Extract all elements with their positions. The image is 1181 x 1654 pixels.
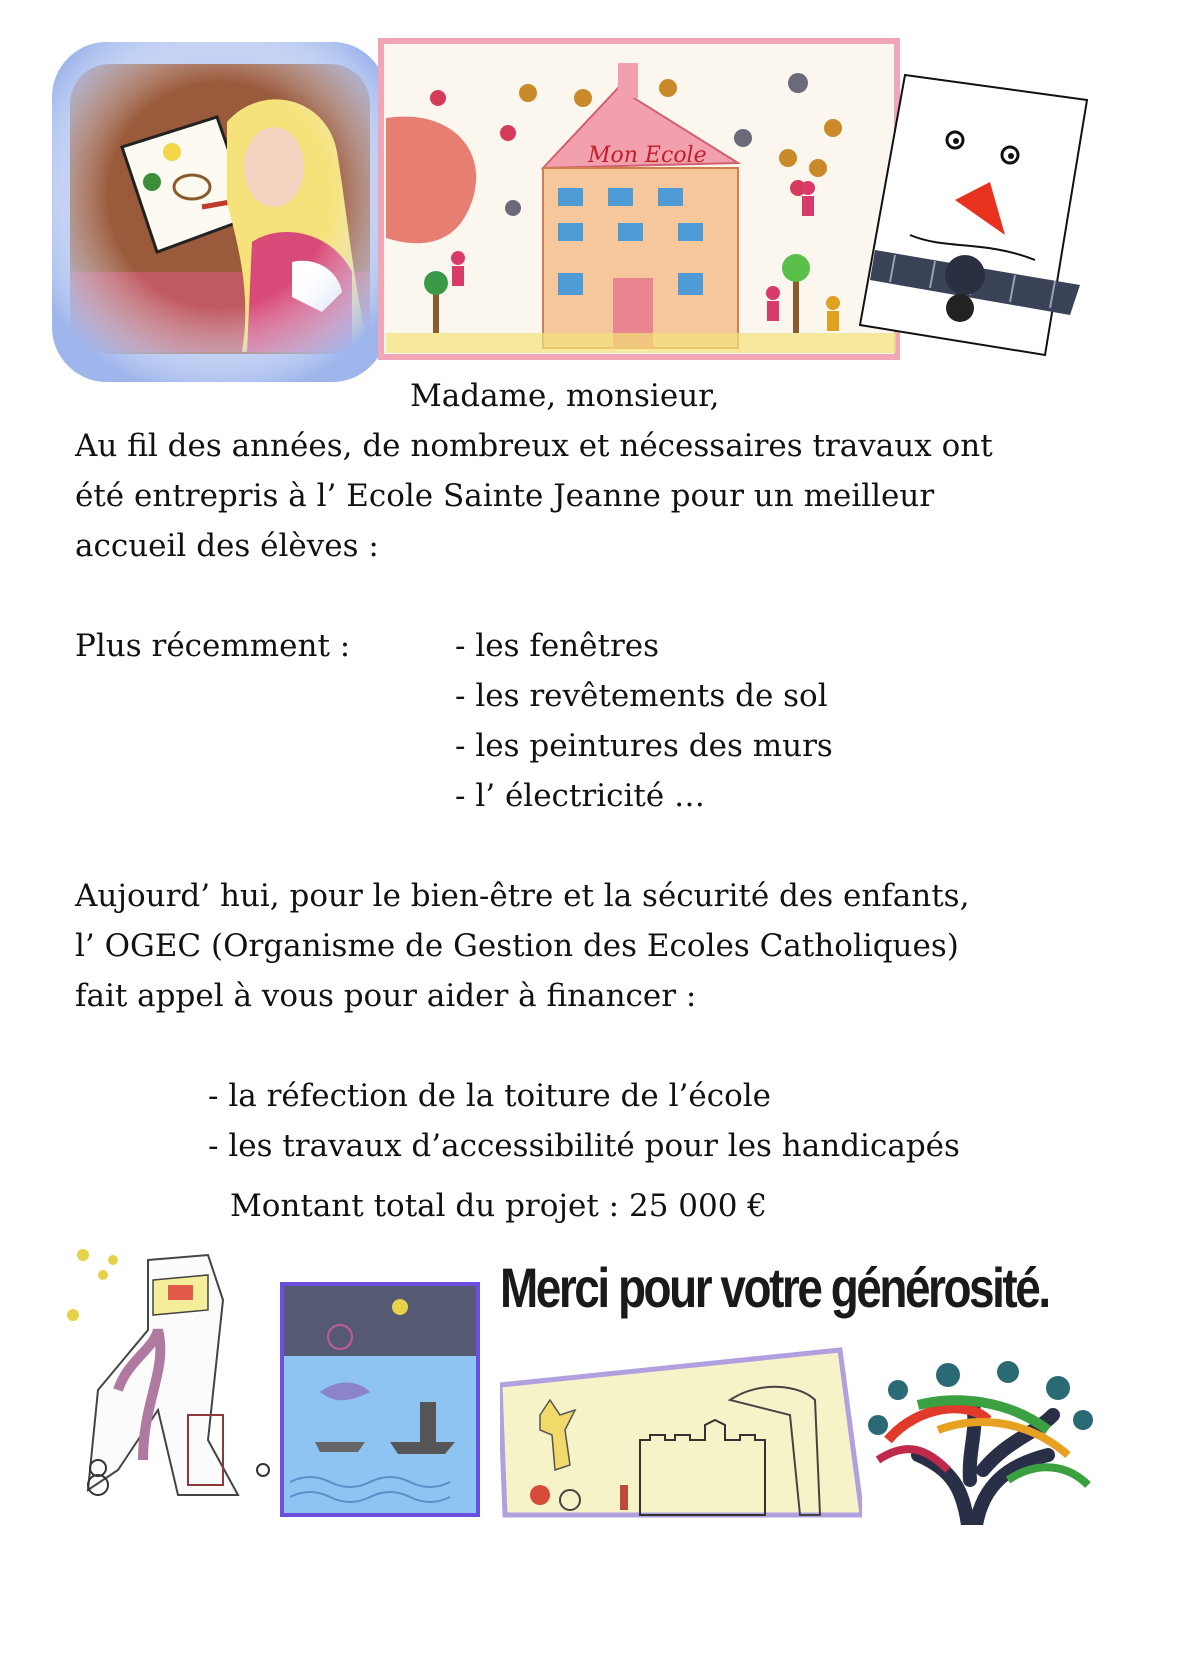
snowman-card-picture [855, 70, 1090, 360]
appeal-line-3: fait appel à vous pour aider à financer : [75, 978, 697, 1014]
intro-line-3: accueil des élèves : [75, 528, 379, 564]
girl-drawing-picture [52, 42, 387, 382]
appeal-line-2: l’ OGEC (Organisme de Gestion des Ecoles Catholiques) [75, 928, 959, 964]
sea-drawing-picture [280, 1282, 480, 1517]
school-drawing-picture [378, 38, 900, 360]
recent-item: - l’ électricité … [455, 778, 706, 814]
thanks-message: Merci pour votre générosité. [500, 1256, 1049, 1319]
recent-item: - les revêtements de sol [455, 678, 828, 714]
recent-label: Plus récemment : [75, 628, 351, 664]
tree-picture [858, 1360, 1098, 1525]
recent-item: - les peintures des murs [455, 728, 833, 764]
intro-line-2: été entrepris à l’ Ecole Sainte Jeanne pour un meilleur [75, 478, 935, 514]
recent-item: - les fenêtres [455, 628, 660, 664]
intro-line-1: Au fil des années, de nombreux et nécessaires travaux ont [75, 428, 993, 464]
project-item: - les travaux d’accessibilité pour les handicapés [208, 1128, 960, 1164]
project-item: - la réfection de la toiture de l’école [208, 1078, 771, 1114]
salutation: Madame, monsieur, [410, 378, 720, 414]
appeal-line-1: Aujourd’ hui, pour le bien-être et la sécurité des enfants, [75, 878, 970, 914]
tower-drawing-picture [58, 1240, 278, 1500]
school-sign-label: Mon Ecole [588, 143, 707, 168]
castle-drawing-picture [500, 1345, 862, 1520]
project-total: Montant total du projet : 25 000 € [230, 1188, 768, 1224]
